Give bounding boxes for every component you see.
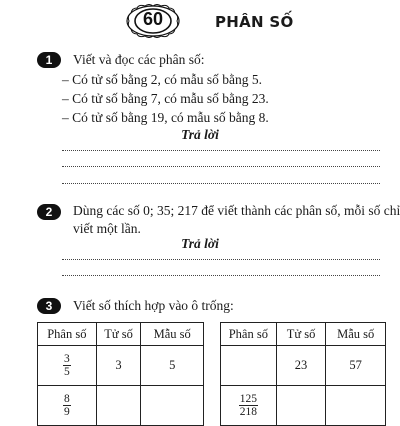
exercise-2-prompt-line2: viết một lần. (73, 221, 141, 236)
exercise-2-number: 2 (37, 204, 61, 220)
header-cell: Phân số (38, 323, 97, 346)
table-header-row (221, 323, 386, 346)
exercise-1-answer-label: Trả lời (181, 127, 219, 142)
exercise-1-item: – Có tử số bằng 7, có mẫu số bằng 23. (62, 91, 269, 106)
fraction-cell[interactable] (38, 386, 97, 426)
exercise-1-prompt: Viết và đọc các phân số: (73, 52, 205, 67)
header-cell: Tử số (276, 323, 326, 346)
header-cell: Phân số (221, 323, 277, 346)
answer-line[interactable] (62, 275, 380, 276)
header-cell: Mẫu số (326, 323, 386, 346)
fraction-numerator: 8 (63, 393, 70, 405)
exercise-1-number: 1 (37, 52, 61, 68)
header-cell: Mẫu số (141, 323, 204, 346)
numerator-cell[interactable] (276, 386, 326, 426)
answer-line[interactable] (62, 259, 380, 260)
table-header-row (38, 323, 204, 346)
lesson-header (125, 4, 385, 38)
fraction-table-left (37, 322, 204, 426)
fraction-numerator: 3 (63, 353, 70, 365)
exercise-2-prompt-line1: Dùng các số 0; 35; 217 để viết thành các phân số, mỗi số chỉ (73, 203, 400, 218)
fraction-denominator: 218 (239, 406, 257, 418)
numerator-cell[interactable] (96, 386, 141, 426)
exercise-3-prompt: Viết số thích hợp vào ô trống: (73, 298, 234, 313)
fraction (63, 353, 71, 378)
lesson-title: PHÂN SỐ (215, 13, 294, 31)
numerator-cell[interactable]: 23 (276, 346, 326, 386)
fraction-cell[interactable] (38, 346, 97, 386)
table-row (38, 386, 204, 426)
table-row (221, 386, 386, 426)
lesson-number-badge (125, 4, 181, 38)
fraction-cell[interactable] (221, 346, 277, 386)
fraction (63, 393, 71, 418)
fraction-denominator: 5 (63, 366, 70, 378)
exercise-1-item: – Có tử số bằng 19, có mẫu số bằng 8. (62, 110, 269, 125)
answer-line[interactable] (62, 150, 380, 151)
exercise-3-number: 3 (37, 298, 61, 314)
table-row (38, 346, 204, 386)
fraction-table-right (220, 322, 386, 426)
fraction-numerator: 125 (239, 393, 257, 405)
fraction-denominator: 9 (63, 406, 70, 418)
denominator-cell[interactable]: 57 (326, 346, 386, 386)
lesson-number: 60 (142, 9, 164, 29)
denominator-cell[interactable] (141, 386, 204, 426)
fraction-cell[interactable] (221, 386, 277, 426)
fraction (239, 393, 258, 418)
denominator-cell[interactable]: 5 (141, 346, 204, 386)
header-cell: Tử số (96, 323, 141, 346)
exercise-2-answer-label: Trả lời (181, 236, 219, 251)
exercise-1-item: – Có tử số bằng 2, có mẫu số bằng 5. (62, 72, 263, 87)
answer-line[interactable] (62, 166, 380, 167)
table-row (221, 346, 386, 386)
numerator-cell[interactable]: 3 (96, 346, 141, 386)
answer-line[interactable] (62, 183, 380, 184)
denominator-cell[interactable] (326, 386, 386, 426)
